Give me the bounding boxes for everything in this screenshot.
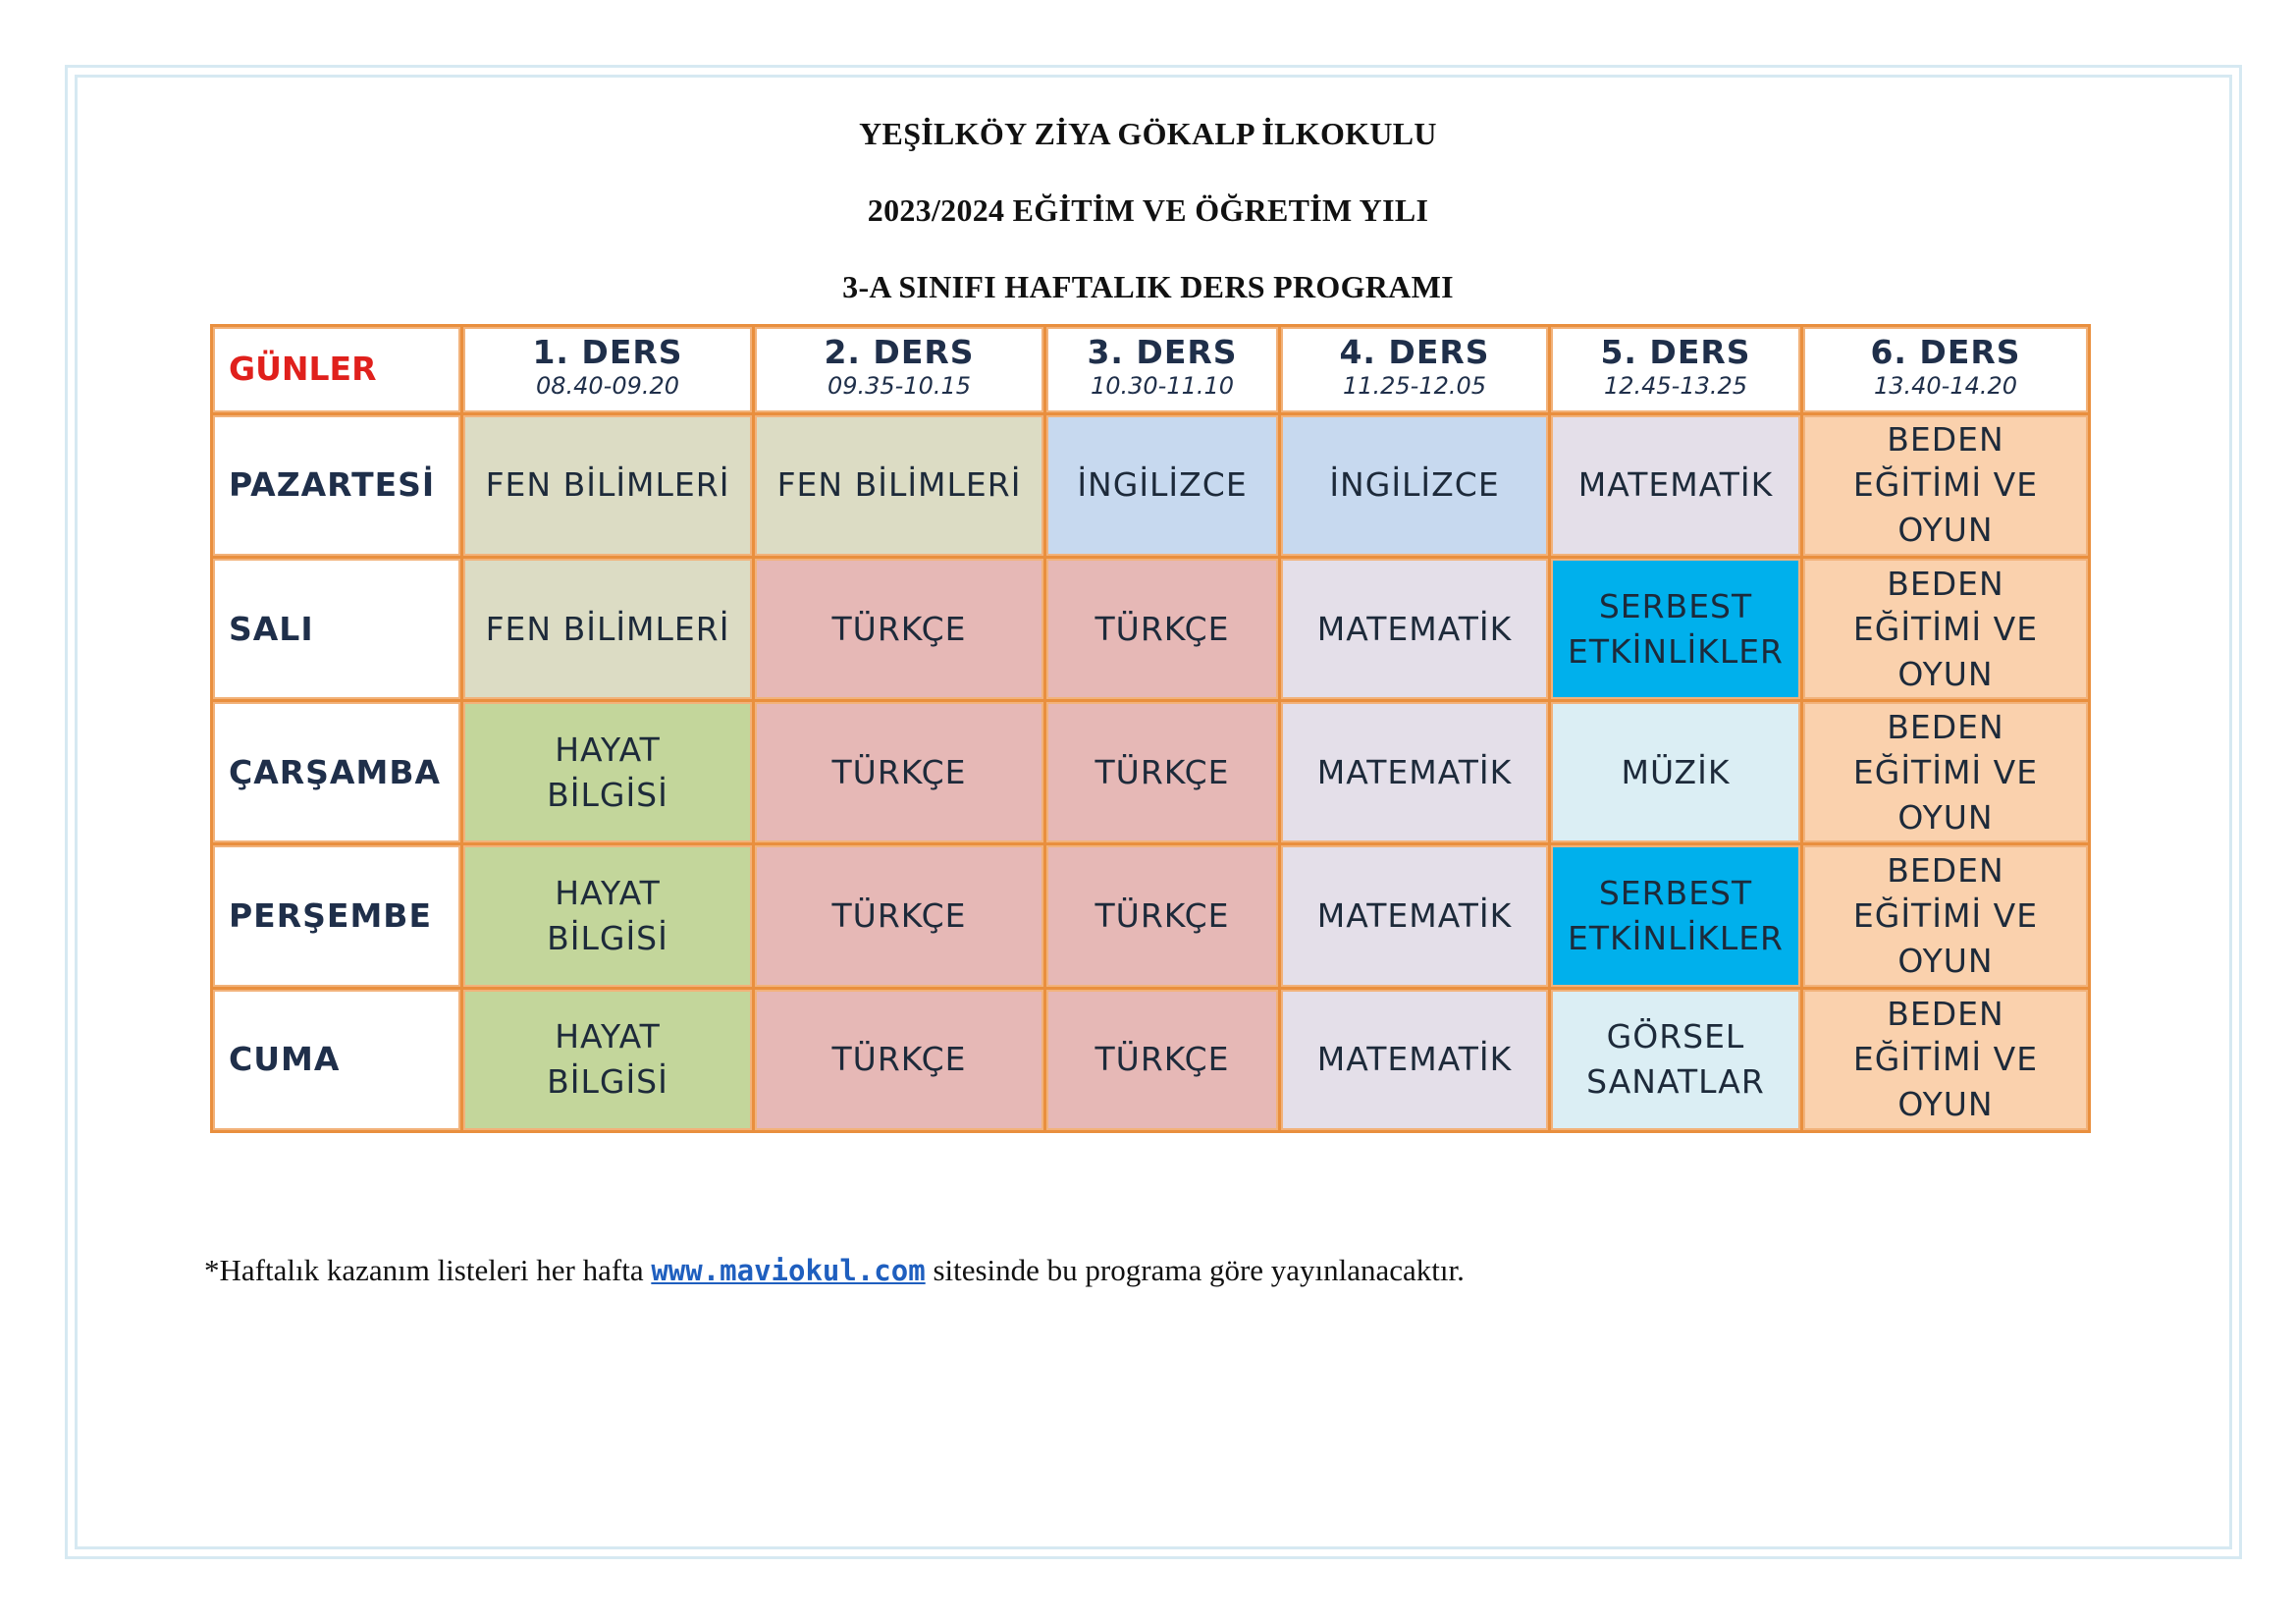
- lesson-text: FEN BİLİMLERİ: [485, 465, 730, 505]
- lesson-text: EĞİTİMİ VE: [1852, 609, 2039, 648]
- lesson-text: BİLGİSİ: [547, 1062, 668, 1102]
- school-name: YEŞİLKÖY ZİYA GÖKALP İLKOKULU: [859, 116, 1437, 151]
- lesson-text: İNGİLİZCE: [1329, 465, 1500, 505]
- lesson-text: GÖRSEL: [1606, 1017, 1745, 1056]
- period-time: 12.45-13.25: [1603, 372, 1748, 401]
- timetable-row: [213, 702, 2088, 842]
- lesson-text: OYUN: [1897, 942, 1994, 981]
- program-title: 3-A SINIFI HAFTALIK DERS PROGRAMI: [842, 269, 1454, 304]
- lesson-text: BEDEN: [1887, 420, 2004, 460]
- footnote: [204, 1253, 1465, 1288]
- lesson-cell: [1046, 415, 1278, 556]
- day-label: ÇARŞAMBA: [213, 702, 460, 842]
- period-time: 10.30-11.10: [1090, 372, 1235, 401]
- footnote-prefix: *Haftalık kazanım listeleri her hafta: [204, 1253, 652, 1287]
- lesson-cell: [1551, 415, 1800, 556]
- period-name: 3. DERS: [1087, 333, 1238, 372]
- lesson-text: OYUN: [1897, 654, 1994, 693]
- maviokul-link[interactable]: www.maviokul.com: [651, 1254, 926, 1287]
- period-time: 11.25-12.05: [1342, 372, 1487, 401]
- weekly-timetable: [210, 324, 2091, 1133]
- lesson-text: TÜRKÇE: [831, 752, 967, 791]
- period-header: [755, 327, 1043, 412]
- lesson-cell: [1551, 845, 1800, 986]
- lesson-cell: [1046, 845, 1278, 986]
- lesson-text: TÜRKÇE: [831, 1040, 967, 1079]
- lesson-cell: [1551, 990, 1800, 1130]
- lesson-text: EĞİTİMİ VE: [1852, 1040, 2039, 1079]
- lesson-text: BEDEN: [1887, 564, 2004, 603]
- lesson-text: TÜRKÇE: [831, 896, 967, 936]
- lesson-text: İNGİLİZCE: [1077, 465, 1248, 505]
- lesson-text: TÜRKÇE: [1095, 752, 1230, 791]
- lesson-text: ETKİNLİKLER: [1568, 919, 1784, 958]
- lesson-text: FEN BİLİMLERİ: [776, 465, 1022, 505]
- lesson-cell: [1281, 559, 1548, 699]
- lesson-cell: [463, 702, 752, 842]
- lesson-text: TÜRKÇE: [1095, 1040, 1230, 1079]
- lesson-text: HAYAT: [555, 730, 661, 769]
- lesson-text: BEDEN: [1887, 707, 2004, 746]
- period-header: [1551, 327, 1800, 412]
- lesson-text: OYUN: [1897, 511, 1994, 550]
- lesson-text: SERBEST: [1598, 586, 1753, 625]
- period-time: 08.40-09.20: [535, 372, 680, 401]
- lesson-text: EĞİTİMİ VE: [1852, 465, 2039, 505]
- period-time: 13.40-14.20: [1873, 372, 2018, 401]
- lesson-cell: [755, 559, 1043, 699]
- lesson-text: OYUN: [1897, 797, 1994, 837]
- lesson-text: FEN BİLİMLERİ: [485, 609, 730, 648]
- lesson-text: TÜRKÇE: [1095, 896, 1230, 936]
- lesson-text: MÜZİK: [1621, 752, 1731, 791]
- academic-year: 2023/2024 EĞİTİM VE ÖĞRETİM YILI: [867, 192, 1429, 228]
- period-name: 6. DERS: [1870, 333, 2021, 372]
- lesson-text: EĞİTİMİ VE: [1852, 752, 2039, 791]
- timetable-row: [213, 559, 2088, 699]
- lesson-text: MATEMATİK: [1316, 1040, 1513, 1079]
- lesson-text: TÜRKÇE: [831, 609, 967, 648]
- lesson-text: MATEMATİK: [1316, 752, 1513, 791]
- lesson-cell: [755, 990, 1043, 1130]
- lesson-cell: [463, 990, 752, 1130]
- lesson-cell: [1551, 702, 1800, 842]
- lesson-cell: [463, 845, 752, 986]
- lesson-cell: [755, 845, 1043, 986]
- day-label: PAZARTESİ: [213, 415, 460, 556]
- lesson-cell: [755, 702, 1043, 842]
- period-header: [463, 327, 752, 412]
- lesson-text: TÜRKÇE: [1095, 609, 1230, 648]
- lesson-cell: [1803, 559, 2088, 699]
- lesson-text: OYUN: [1897, 1085, 1994, 1124]
- period-header: [1803, 327, 2088, 412]
- lesson-text: MATEMATİK: [1577, 465, 1774, 505]
- lesson-text: ETKİNLİKLER: [1568, 631, 1784, 671]
- lesson-cell: [1046, 559, 1278, 699]
- period-name: 2. DERS: [824, 333, 975, 372]
- timetable-row: [213, 845, 2088, 986]
- lesson-text: SANATLAR: [1586, 1062, 1765, 1102]
- lesson-cell: [1046, 702, 1278, 842]
- day-label: SALI: [213, 559, 460, 699]
- lesson-text: SERBEST: [1598, 874, 1753, 913]
- period-header: [1046, 327, 1278, 412]
- days-header: GÜNLER: [213, 327, 460, 412]
- lesson-cell: [1281, 702, 1548, 842]
- day-label: PERŞEMBE: [213, 845, 460, 986]
- lesson-cell: [463, 559, 752, 699]
- lesson-cell: [1803, 415, 2088, 556]
- period-header: [1281, 327, 1548, 412]
- lesson-cell: [1281, 990, 1548, 1130]
- period-name: 5. DERS: [1600, 333, 1751, 372]
- lesson-text: BİLGİSİ: [547, 919, 668, 958]
- lesson-cell: [463, 415, 752, 556]
- timetable-row: [213, 415, 2088, 556]
- timetable-row: [213, 990, 2088, 1130]
- period-name: 1. DERS: [532, 333, 683, 372]
- lesson-cell: [1551, 559, 1800, 699]
- lesson-text: HAYAT: [555, 874, 661, 913]
- lesson-cell: [1281, 415, 1548, 556]
- period-name: 4. DERS: [1339, 333, 1490, 372]
- lesson-text: MATEMATİK: [1316, 896, 1513, 936]
- lesson-cell: [755, 415, 1043, 556]
- lesson-text: HAYAT: [555, 1017, 661, 1056]
- lesson-cell: [1803, 845, 2088, 986]
- footnote-suffix: sitesinde bu programa göre yayınlanacaktır.: [925, 1253, 1465, 1287]
- lesson-cell: [1046, 990, 1278, 1130]
- lesson-cell: [1803, 990, 2088, 1130]
- day-label: CUMA: [213, 990, 460, 1130]
- lesson-text: BEDEN: [1887, 851, 2004, 891]
- lesson-cell: [1281, 845, 1548, 986]
- lesson-cell: [1803, 702, 2088, 842]
- lesson-text: MATEMATİK: [1316, 609, 1513, 648]
- lesson-text: EĞİTİMİ VE: [1852, 896, 2039, 936]
- period-time: 09.35-10.15: [827, 372, 972, 401]
- lesson-text: BEDEN: [1887, 995, 2004, 1034]
- lesson-text: BİLGİSİ: [547, 775, 668, 814]
